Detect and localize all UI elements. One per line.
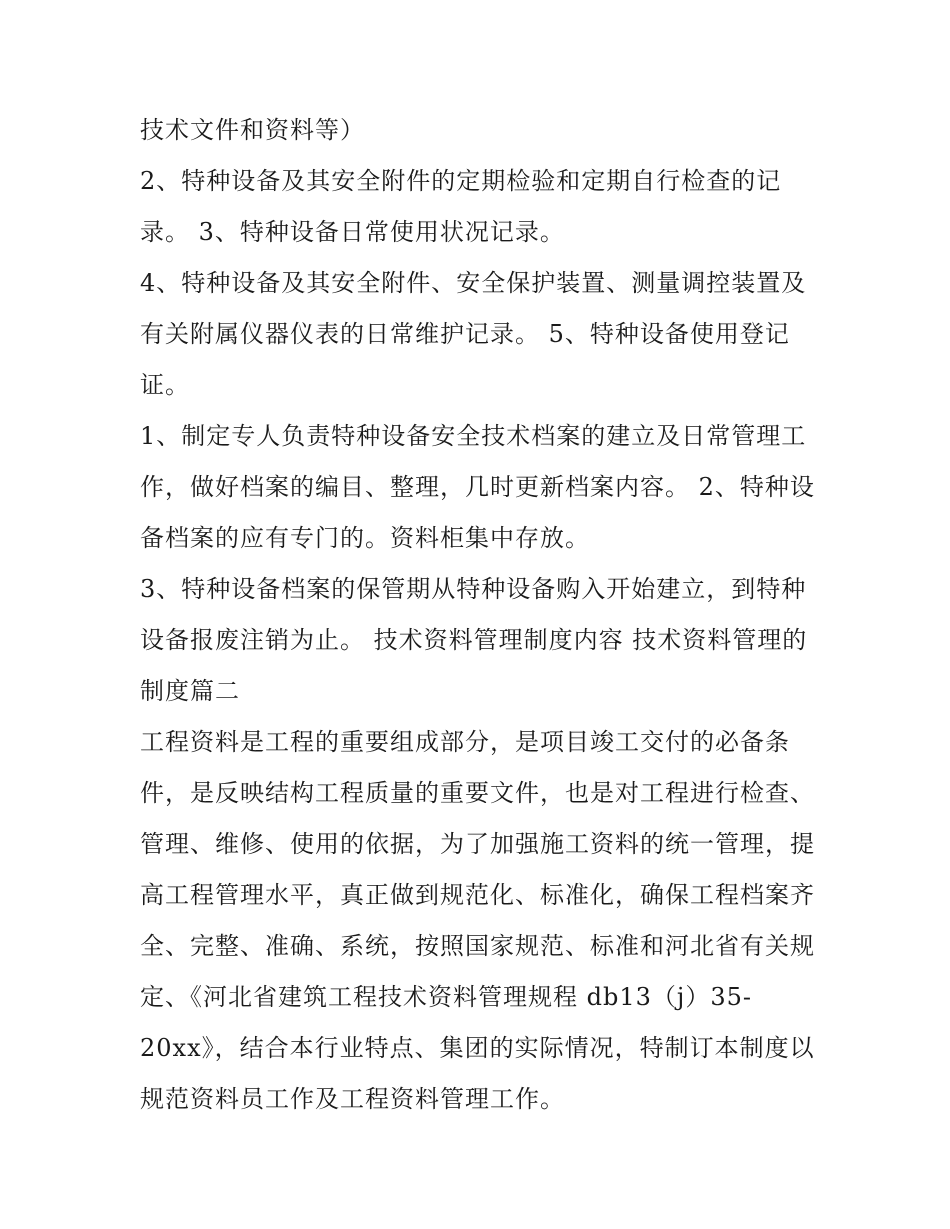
text-line: 3、特种设备档案的保管期从特种设备购入开始建立，到特种 [140, 575, 807, 603]
text-line: 高工程管理水平，真正做到规范化、标准化，确保工程档案齐 [140, 881, 815, 909]
text-line: 4、特种设备及其安全附件、安全保护装置、测量调控装置及 [140, 269, 807, 297]
text-line: 2、特种设备及其安全附件的定期检验和定期自行检查的记 [140, 167, 782, 195]
text-line: 定、《河北省建筑工程技术资料管理规程 db13（j）35- [140, 983, 752, 1011]
text-line: 备档案的应有专门的。资料柜集中存放。 [140, 524, 590, 552]
text-line: 有关附属仪器仪表的日常维护记录。 5、特种设备使用登记 [140, 320, 790, 348]
text-line: 全、完整、准确、系统，按照国家规范、标准和河北省有关规 [140, 932, 815, 960]
text-line: 录。 3、特种设备日常使用状况记录。 [140, 218, 565, 246]
text-line: 件，是反映结构工程质量的重要文件，也是对工程进行检查、 [140, 779, 815, 807]
text-line: 作，做好档案的编目、整理，几时更新档案内容。 2、特种设 [140, 473, 815, 501]
text-line: 规范资料员工作及工程资料管理工作。 [140, 1085, 565, 1113]
text-line: 20xx》，结合本行业特点、集团的实际情况，特制订本制度以 [140, 1034, 815, 1062]
text-line: 工程资料是工程的重要组成部分，是项目竣工交付的必备条 [140, 728, 790, 756]
text-line: 制度篇二 [140, 677, 240, 705]
text-line: 技术文件和资料等） [140, 116, 365, 144]
text-line: 证。 [140, 371, 190, 399]
text-line: 管理、维修、使用的依据，为了加强施工资料的统一管理，提 [140, 830, 815, 858]
text-line: 设备报废注销为止。 技术资料管理制度内容 技术资料管理的 [140, 626, 808, 654]
text-line: 1、制定专人负责特种设备安全技术档案的建立及日常管理工 [140, 422, 807, 450]
